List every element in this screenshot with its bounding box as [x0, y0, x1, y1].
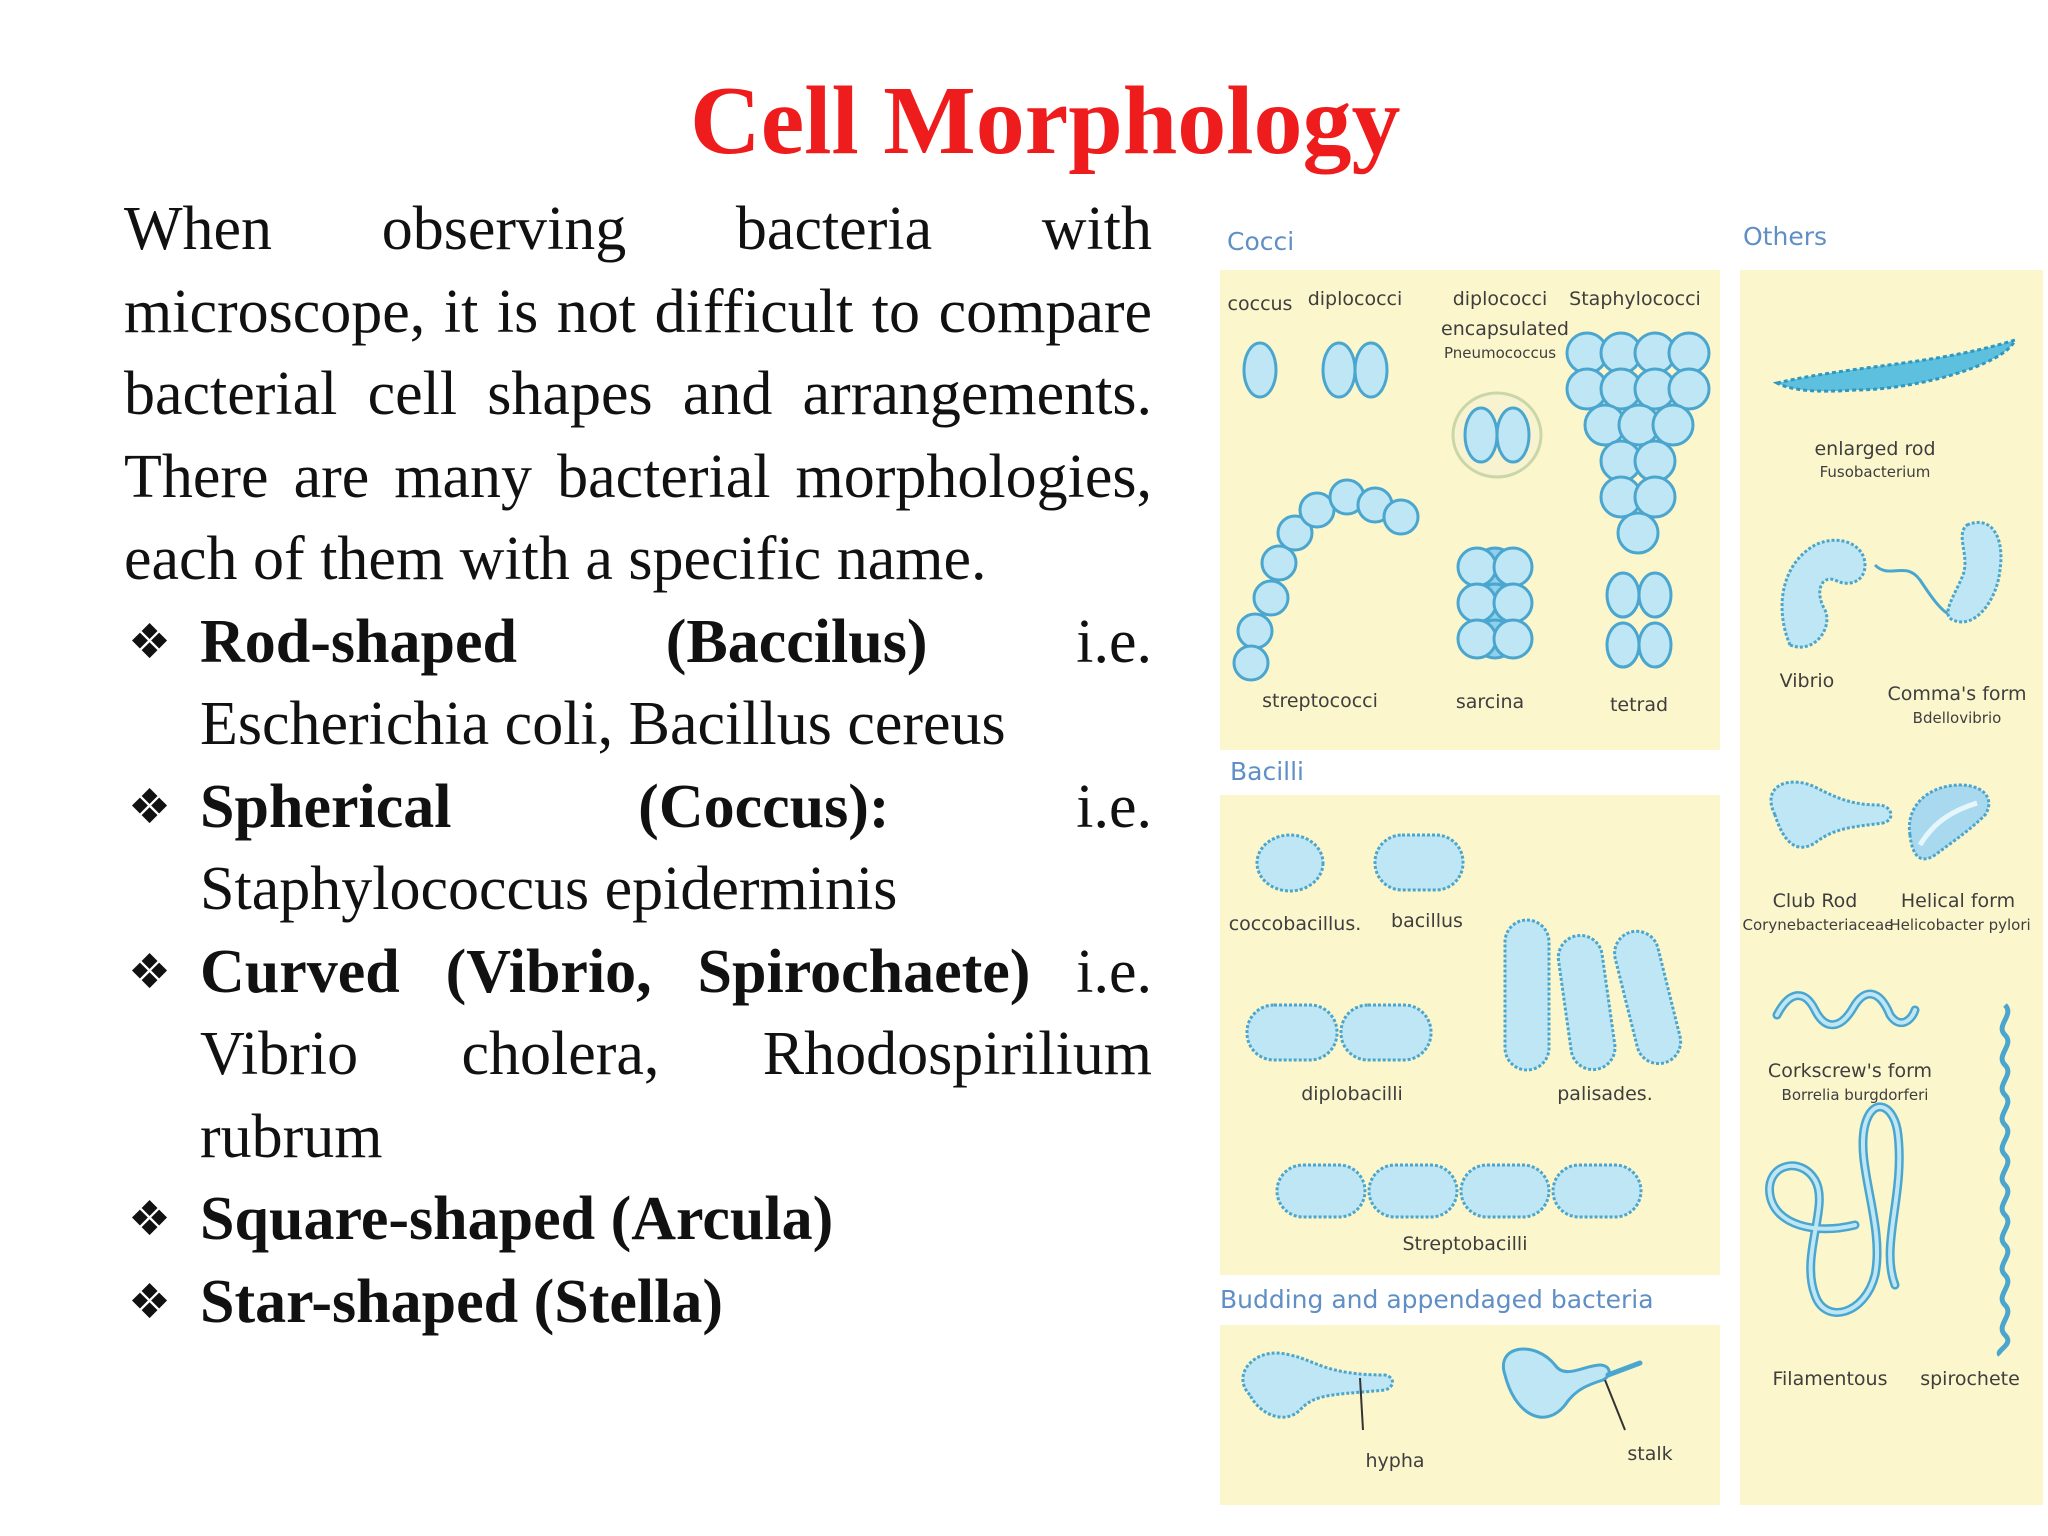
intro-paragraph: When observing bacteria with microscope, it is not difficult to compare bacterial cell shapes and arrangements. There are many bacterial morphologies, each of them with a specific name.	[124, 195, 1152, 593]
section-title-budding: Budding and appendaged bacteria	[1220, 1285, 1654, 1314]
label-helical-form: Helical form	[1900, 890, 2016, 912]
encapsulated-diplococci-cells	[1453, 393, 1541, 477]
bullet-term: Curved (Vibrio, Spirochaete)	[200, 937, 1031, 1006]
slide-body	[124, 188, 1152, 1343]
sarcina-cells	[1458, 548, 1532, 658]
label-diplobacilli: diplobacilli	[1301, 1083, 1403, 1105]
label-corkscrews-form: Corkscrew's form	[1767, 1060, 1933, 1082]
coccobacillus-cell	[1257, 835, 1323, 891]
label-streptococci: streptococci	[1262, 690, 1378, 712]
morphology-diagram	[1215, 215, 2045, 1510]
label-streptobacilli: Streptobacilli	[1402, 1233, 1528, 1255]
slide-title: Cell Morphology	[690, 67, 1401, 175]
label-club-rod: Club Rod	[1772, 890, 1858, 912]
label-diplococci: diplococci	[1307, 288, 1403, 310]
bullet-example: i.e. Vibrio cholera, Rhodospirilium rubrum	[200, 937, 1152, 1171]
diamond-bullet-icon: ❖	[128, 1273, 172, 1330]
label-hypha: hypha	[1365, 1450, 1425, 1472]
label-fusobacterium: Fusobacterium	[1819, 463, 1931, 481]
label-vibrio: Vibrio	[1779, 670, 1835, 692]
label-coccus: coccus	[1227, 293, 1293, 315]
label-bacillus: bacillus	[1391, 910, 1463, 932]
bullet-item-curved	[124, 931, 1152, 1179]
label-helicobacter-pylori: Helicobacter pylori	[1889, 916, 2031, 934]
label-tetrad: tetrad	[1609, 694, 1669, 716]
bullet-example: i.e. Escherichia coli, Bacillus cereus	[200, 607, 1152, 758]
label-enlarged-rod: enlarged rod	[1814, 438, 1936, 460]
diamond-bullet-icon: ❖	[128, 943, 172, 1000]
label-stalk: stalk	[1627, 1443, 1673, 1465]
label-diplococci-encapsulated-1: diplococci	[1452, 288, 1548, 310]
label-borrelia-burgdorferi: Borrelia burgdorferi	[1781, 1086, 1929, 1104]
section-title-cocci: Cocci	[1227, 227, 1295, 256]
bullet-item-square	[124, 1178, 1152, 1261]
label-filamentous: Filamentous	[1772, 1368, 1888, 1390]
label-staphylococci: Staphylococci	[1569, 288, 1701, 310]
label-diplococci-encapsulated-2: encapsulated	[1441, 318, 1569, 340]
section-title-others: Others	[1743, 222, 1828, 251]
label-sarcina: sarcina	[1455, 691, 1525, 713]
bullet-term: Rod-shaped (Baccilus)	[200, 607, 928, 676]
bullet-term: Spherical (Coccus):	[200, 772, 890, 841]
label-coccobacillus: coccobacillus.	[1228, 913, 1362, 935]
label-palisades: palisades.	[1557, 1083, 1653, 1105]
morphology-figure	[1215, 215, 2045, 1510]
bullet-item-star	[124, 1261, 1152, 1344]
diamond-bullet-icon: ❖	[128, 778, 172, 835]
diamond-bullet-icon: ❖	[128, 1191, 172, 1247]
diamond-bullet-icon: ❖	[128, 613, 172, 670]
bullet-term: Square-shaped (Arcula)	[200, 1185, 834, 1253]
bullet-item-rod	[124, 601, 1152, 766]
section-title-bacilli: Bacilli	[1230, 757, 1304, 786]
label-commas-form: Comma's form	[1887, 683, 2027, 705]
bullet-item-spherical	[124, 766, 1152, 931]
label-spirochete: spirochete	[1920, 1368, 2020, 1390]
bacillus-cell	[1375, 835, 1463, 890]
label-pneumococcus: Pneumococcus	[1443, 344, 1557, 362]
bullet-term: Star-shaped (Stella)	[200, 1267, 723, 1336]
bullet-example: i.e. Staphylococcus epiderminis	[200, 772, 1152, 923]
coccus-cell	[1244, 343, 1276, 397]
label-bdellovibrio: Bdellovibrio	[1912, 709, 2002, 727]
bullet-list	[124, 601, 1152, 1344]
label-corynebacteriaceae: Corynebacteriaceae	[1742, 916, 1894, 934]
